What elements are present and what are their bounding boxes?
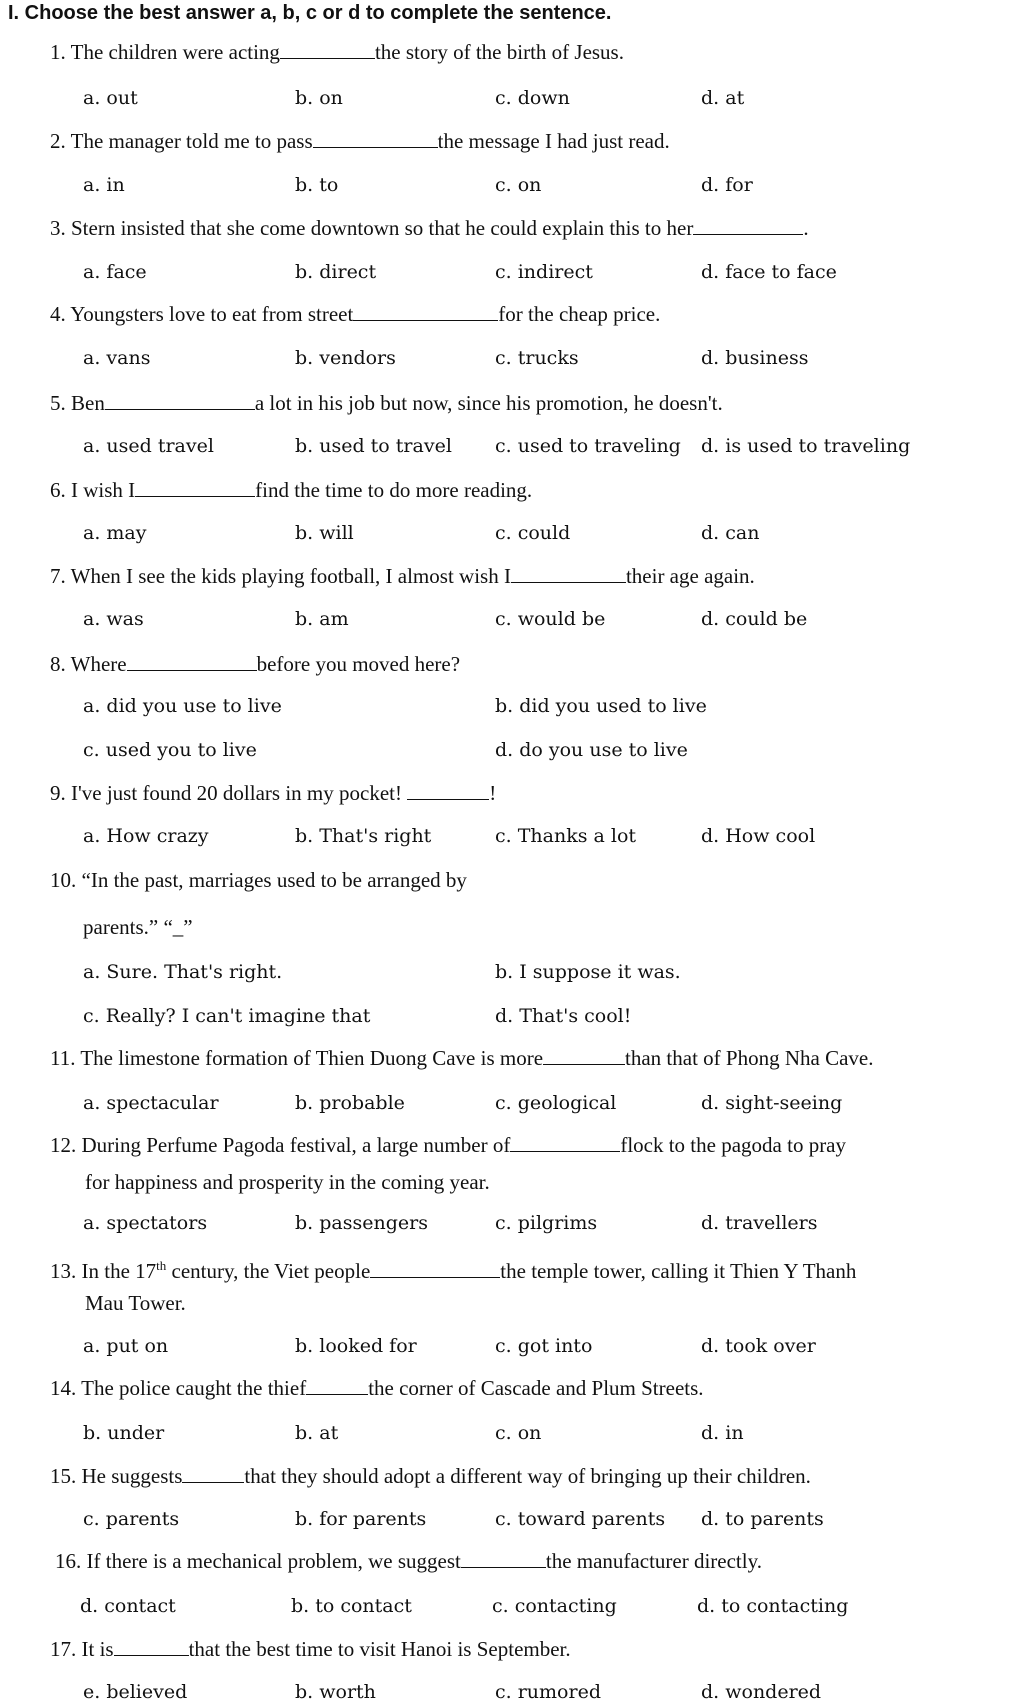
option-d[interactable]: d. at [701, 87, 745, 109]
option-b[interactable]: b. vendors [295, 347, 396, 369]
option-d[interactable]: d. That's cool! [495, 1005, 632, 1027]
option-b[interactable]: b. did you used to live [495, 695, 707, 717]
option-b[interactable]: b. will [295, 522, 354, 544]
answer-blank[interactable] [313, 129, 438, 148]
question-text: for the cheap price. [498, 302, 661, 326]
answer-blank[interactable] [510, 1133, 620, 1152]
answer-blank[interactable] [353, 302, 498, 321]
option-a[interactable]: e. believed [83, 1681, 188, 1703]
question-text: the manufacturer directly. [545, 1549, 762, 1573]
question-text: before you moved here? [256, 652, 461, 676]
question-text: 14. The police caught the thief [50, 1376, 307, 1400]
option-b[interactable]: b. probable [295, 1092, 405, 1114]
option-c[interactable]: c. used you to live [83, 739, 257, 761]
question-11 [50, 1044, 873, 1072]
option-d[interactable]: d. could be [701, 608, 808, 630]
option-a[interactable]: a. face [83, 261, 147, 283]
question-9 [50, 779, 496, 807]
question-text: century, the Viet people [166, 1259, 371, 1283]
option-d[interactable]: d. wondered [701, 1681, 822, 1703]
superscript: th [156, 1258, 167, 1273]
answer-blank[interactable] [135, 478, 255, 497]
question-text: flock to the pagoda to pray [620, 1133, 847, 1157]
answer-blank[interactable] [370, 1259, 500, 1278]
question-12 [50, 1131, 846, 1159]
option-a[interactable]: a. used travel [83, 435, 214, 457]
question-text: 11. The limestone formation of Thien Duong Cave is more [50, 1046, 544, 1070]
question-text: their age again. [625, 564, 755, 588]
question-text: that the best time to visit Hanoi is September. [188, 1637, 571, 1661]
question-text: . [803, 216, 809, 240]
question-text: a lot in his job but now, since his promotion, he doesn't. [254, 391, 723, 415]
question-text: 12. During Perfume Pagoda festival, a large number of [50, 1133, 511, 1157]
question-14 [50, 1374, 704, 1402]
option-a[interactable]: a. Sure. That's right. [83, 961, 283, 983]
option-b[interactable]: b. to [295, 174, 339, 196]
option-b[interactable]: b. am [295, 608, 349, 630]
question-text: 6. I wish I [50, 478, 136, 502]
question-text: 5. Ben [50, 391, 105, 415]
option-d[interactable]: d. can [701, 522, 760, 544]
answer-blank[interactable] [280, 40, 375, 59]
option-a[interactable]: a. spectacular [83, 1092, 219, 1114]
answer-blank[interactable] [693, 216, 803, 235]
question-text: the temple tower, calling it Thien Y Thanh [500, 1259, 857, 1283]
question-2 [50, 127, 670, 155]
question-12-continuation: for happiness and prosperity in the coming year. [85, 1170, 490, 1194]
answer-blank[interactable] [105, 391, 255, 410]
option-c[interactable]: c. Really? I can't imagine that [83, 1005, 371, 1027]
option-a[interactable]: a. How crazy [83, 825, 209, 847]
option-a[interactable]: b. under [83, 1422, 165, 1444]
answer-blank[interactable] [306, 1376, 368, 1395]
option-d[interactable]: d. is used to traveling [701, 435, 911, 457]
answer-blank[interactable] [127, 652, 257, 671]
question-text: 4. Youngsters love to eat from street [50, 302, 354, 326]
option-c[interactable]: c. toward parents [495, 1508, 666, 1530]
question-6 [50, 476, 532, 504]
question-text: 17. It is [50, 1637, 114, 1661]
option-b[interactable]: b. worth [295, 1681, 376, 1703]
option-d[interactable]: d. for [701, 174, 753, 196]
option-c[interactable]: c. down [495, 87, 570, 109]
option-c[interactable]: c. used to traveling [495, 435, 681, 457]
option-c[interactable]: c. indirect [495, 261, 593, 283]
option-a[interactable]: a. may [83, 522, 147, 544]
question-1 [50, 38, 624, 66]
option-d[interactable]: d. do you use to live [495, 739, 688, 761]
option-c[interactable]: c. got into [495, 1335, 593, 1357]
option-c[interactable]: c. would be [495, 608, 606, 630]
option-b[interactable]: b. used to travel [295, 435, 452, 457]
question-8 [50, 650, 460, 678]
option-a[interactable]: a. out [83, 87, 138, 109]
answer-blank[interactable] [114, 1637, 189, 1656]
option-d[interactable]: d. took over [701, 1335, 816, 1357]
question-text: 15. He suggests [50, 1464, 183, 1488]
answer-blank[interactable] [511, 564, 626, 583]
question-text: 9. I've just found 20 dollars in my pocket! [50, 781, 402, 805]
question-text: ! [489, 781, 497, 805]
question-13 [50, 1252, 856, 1285]
question-text: 8. Where [50, 652, 127, 676]
option-c[interactable]: c. geological [495, 1092, 617, 1114]
answer-blank[interactable] [461, 1549, 546, 1568]
option-d[interactable]: d. to contacting [697, 1595, 849, 1617]
option-a[interactable]: a. spectators [83, 1212, 208, 1234]
option-c[interactable]: c. pilgrims [495, 1212, 598, 1234]
option-a[interactable]: a. put on [83, 1335, 169, 1357]
option-b[interactable]: b. looked for [295, 1335, 417, 1357]
option-b[interactable]: b. direct [295, 261, 377, 283]
question-13-continuation: Mau Tower. [85, 1291, 186, 1315]
question-text: the corner of Cascade and Plum Streets. [368, 1376, 704, 1400]
option-d[interactable]: d. in [701, 1422, 744, 1444]
question-7 [50, 562, 755, 590]
question-5 [50, 389, 723, 417]
option-b[interactable]: b. for parents [295, 1508, 427, 1530]
option-c[interactable]: c. on [495, 174, 542, 196]
question-text: 2. The manager told me to pass [50, 129, 313, 153]
option-a[interactable]: a. vans [83, 347, 151, 369]
option-c[interactable]: c. contacting [492, 1595, 617, 1617]
question-16 [55, 1547, 762, 1575]
question-text: 13. In the 17 [50, 1259, 157, 1283]
option-b[interactable]: b. passengers [295, 1212, 428, 1234]
answer-blank[interactable] [543, 1046, 625, 1065]
question-text: that they should adopt a different way of bringing up their children. [244, 1464, 811, 1488]
question-3 [50, 214, 809, 242]
option-a[interactable]: c. parents [83, 1508, 180, 1530]
option-c[interactable]: c. could [495, 522, 571, 544]
question-text: the story of the birth of Jesus. [374, 40, 624, 64]
answer-blank[interactable] [182, 1464, 244, 1483]
option-d[interactable]: d. travellers [701, 1212, 818, 1234]
option-b[interactable]: b. I suppose it was. [495, 961, 681, 983]
option-a[interactable]: a. in [83, 174, 125, 196]
answer-blank[interactable] [407, 781, 489, 800]
option-d[interactable]: d. How cool [701, 825, 816, 847]
section-heading: I. Choose the best answer a, b, c or d to complete the sentence. [8, 2, 612, 24]
option-d[interactable]: d. business [701, 347, 809, 369]
option-b[interactable]: b. at [295, 1422, 339, 1444]
option-a[interactable]: a. was [83, 608, 144, 630]
question-text: 7. When I see the kids playing football, I almost wish I [50, 564, 511, 588]
question-text: 16. If there is a mechanical problem, we suggest [55, 1549, 461, 1573]
option-b[interactable]: b. to contact [291, 1595, 412, 1617]
question-17 [50, 1635, 571, 1663]
question-15 [50, 1462, 811, 1490]
option-c[interactable]: c. trucks [495, 347, 579, 369]
question-text: 1. The children were acting [50, 40, 280, 64]
option-a[interactable]: d. contact [80, 1595, 176, 1617]
option-c[interactable]: c. Thanks a lot [495, 825, 637, 847]
option-c[interactable]: c. on [495, 1422, 542, 1444]
option-d[interactable]: d. sight-seeing [701, 1092, 843, 1114]
question-text: the message I had just read. [437, 129, 670, 153]
option-c[interactable]: c. rumored [495, 1681, 601, 1703]
option-b[interactable]: b. on [295, 87, 343, 109]
question-text: than that of Phong Nha Cave. [625, 1046, 874, 1070]
question-10-continuation: parents.” “_” [83, 915, 193, 939]
option-d[interactable]: d. to parents [701, 1508, 824, 1530]
option-d[interactable]: d. face to face [701, 261, 837, 283]
question-4 [50, 300, 660, 328]
question-10: 10. “In the past, marriages used to be arranged by [50, 868, 467, 892]
option-a[interactable]: a. did you use to live [83, 695, 282, 717]
question-text: 3. Stern insisted that she come downtown so that he could explain this to her [50, 216, 694, 240]
question-text: find the time to do more reading. [255, 478, 533, 502]
option-b[interactable]: b. That's right [295, 825, 432, 847]
